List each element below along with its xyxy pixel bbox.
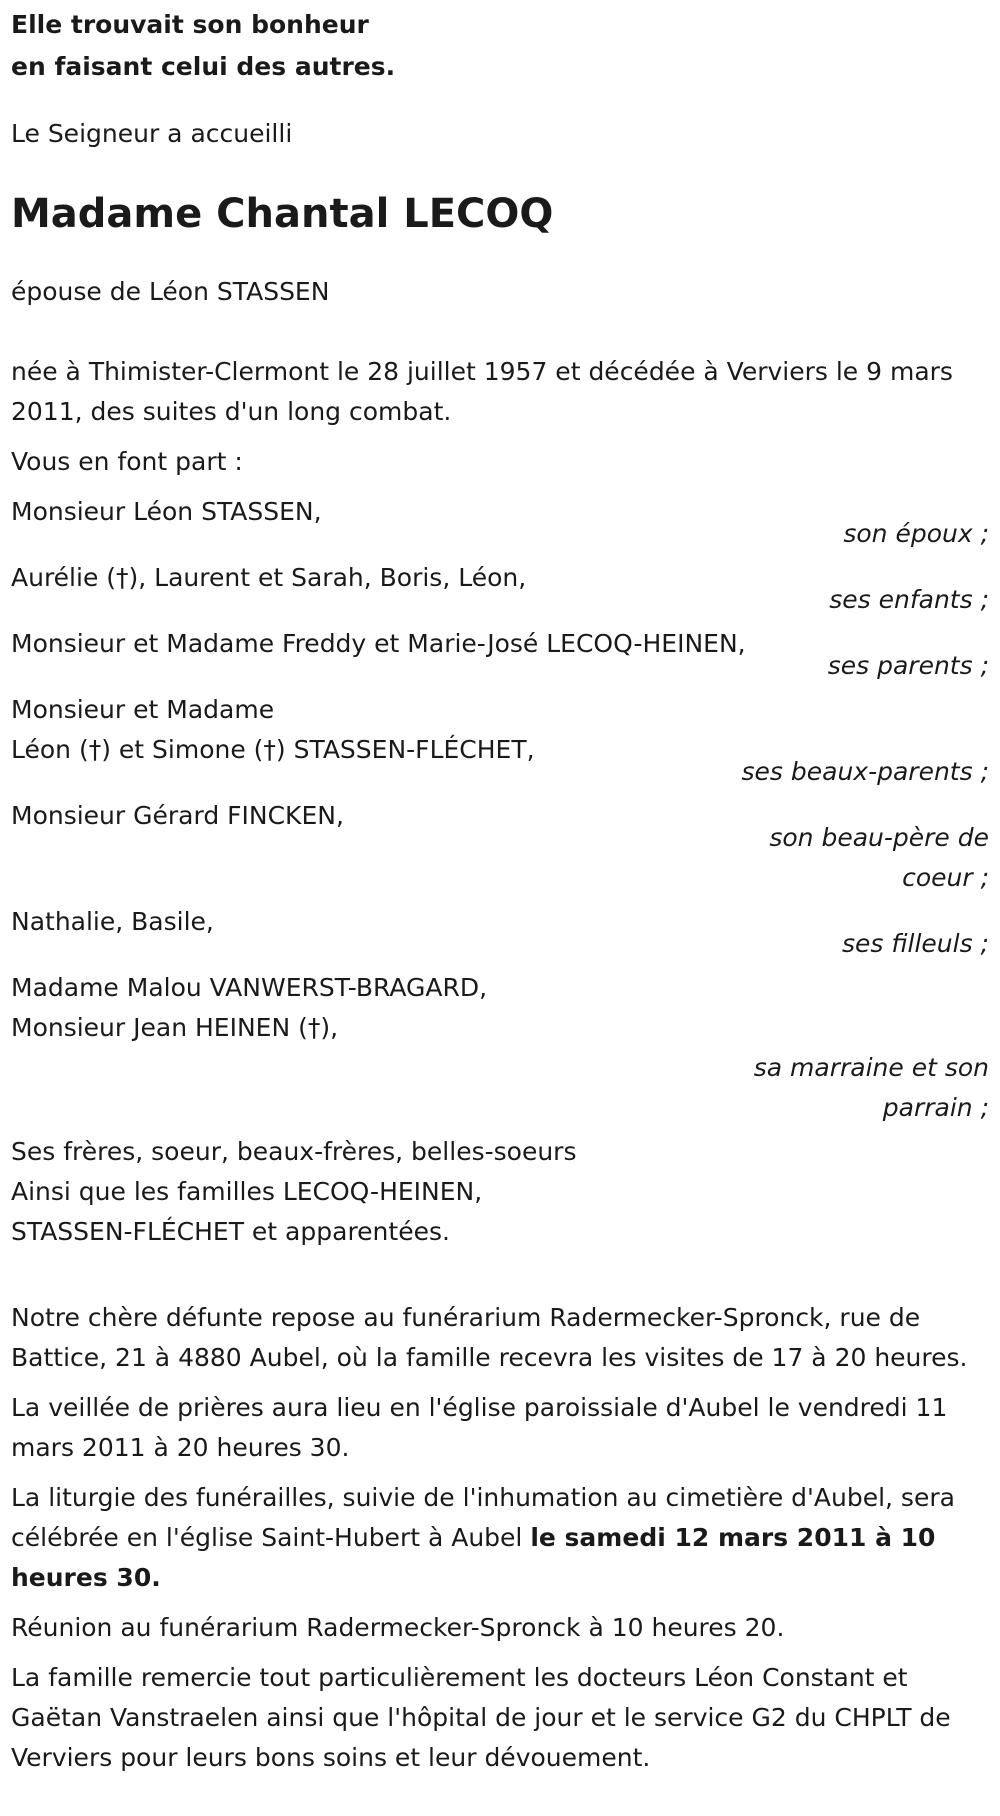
family-entry: [11, 968, 989, 1128]
family-member: Madame Malou VANWERST-BRAGARD,: [11, 973, 488, 1002]
family-member: Monsieur Jean HEINEN (†),: [11, 1013, 339, 1042]
closing-line: Ses frères, soeur, beaux-frères, belles-soeurs: [11, 1137, 577, 1166]
liturgy-date: le samedi 12 mars 2011 à 10 heures 30.: [11, 1523, 936, 1592]
family-member: Aurélie (†), Laurent et Sarah, Boris, Léon,: [11, 563, 527, 592]
quote-line-1: Elle trouvait son bonheur: [11, 10, 369, 39]
family-member: Nathalie, Basile,: [11, 907, 214, 936]
thanks-paragraph: La famille remercie tout particulièrement les docteurs Léon Constant et Gaëtan Vanstraelen ainsi que l'hôpital de jour et le service G2 du CHPLT de Verviers pour leurs bons soins et leur dévouement.: [11, 1663, 951, 1772]
family-entry: [11, 796, 989, 898]
quote-line-2: en faisant celui des autres.: [11, 52, 396, 81]
intro-text: Le Seigneur a accueilli: [11, 119, 293, 148]
family-relation: sa marraine et son parrain ;: [753, 1053, 989, 1122]
family-relation: son beau-père de coeur ;: [769, 823, 989, 892]
family-member: Monsieur et Madame Freddy et Marie-José LECOQ-HEINEN,: [11, 629, 746, 658]
closing-line: STASSEN-FLÉCHET et apparentées.: [11, 1217, 450, 1246]
liturgy-paragraph: [11, 1478, 989, 1598]
family-entry: [11, 690, 989, 792]
meeting-paragraph: Réunion au funérarium Radermecker-Spronck à 10 heures 20.: [11, 1613, 785, 1642]
epitaph-quote: [11, 0, 989, 92]
family-relation: ses parents ;: [827, 651, 989, 680]
family-list: [11, 492, 989, 1128]
family-entry: [11, 492, 989, 554]
family-member: Monsieur Gérard FINCKEN,: [11, 801, 344, 830]
family-member: Léon (†) et Simone (†) STASSEN-FLÉCHET,: [11, 735, 535, 764]
spouse-line: épouse de Léon STASSEN: [11, 277, 330, 306]
deceased-name: Madame Chantal LECOQ: [11, 191, 554, 237]
repose-paragraph: Notre chère défunte repose au funérarium Radermecker-Spronck, rue de Battice, 21 à 4880 Aubel, où la famille recevra les visites de 17 à 20 heures.: [11, 1303, 968, 1372]
family-relation: ses enfants ;: [829, 585, 989, 614]
closing-line: Ainsi que les familles LECOQ-HEINEN,: [11, 1177, 483, 1206]
family-member: Monsieur Léon STASSEN,: [11, 497, 322, 526]
extended-family: [11, 1132, 989, 1252]
birth-death-line: née à Thimister-Clermont le 28 juillet 1957 et décédée à Verviers le 9 mars 2011, des suites d'un long combat.: [11, 357, 953, 426]
family-entry: [11, 558, 989, 620]
funeral-info: [11, 1298, 989, 1778]
announce-line: Vous en font part :: [11, 447, 243, 476]
family-entry: [11, 624, 989, 686]
family-relation: ses filleuls ;: [842, 929, 989, 958]
vigil-paragraph: La veillée de prières aura lieu en l'église paroissiale d'Aubel le vendredi 11 mars 2011 à 20 heures 30.: [11, 1393, 948, 1462]
family-relation: son époux ;: [843, 519, 989, 548]
family-entry: [11, 902, 989, 964]
family-relation: ses beaux-parents ;: [741, 757, 989, 786]
family-member: Monsieur et Madame: [11, 695, 275, 724]
liturgy-text: La liturgie des funérailles, suivie de l'inhumation au cimetière d'Aubel, sera célébrée en l'église Saint-Hubert à Aubel: [11, 1483, 955, 1552]
